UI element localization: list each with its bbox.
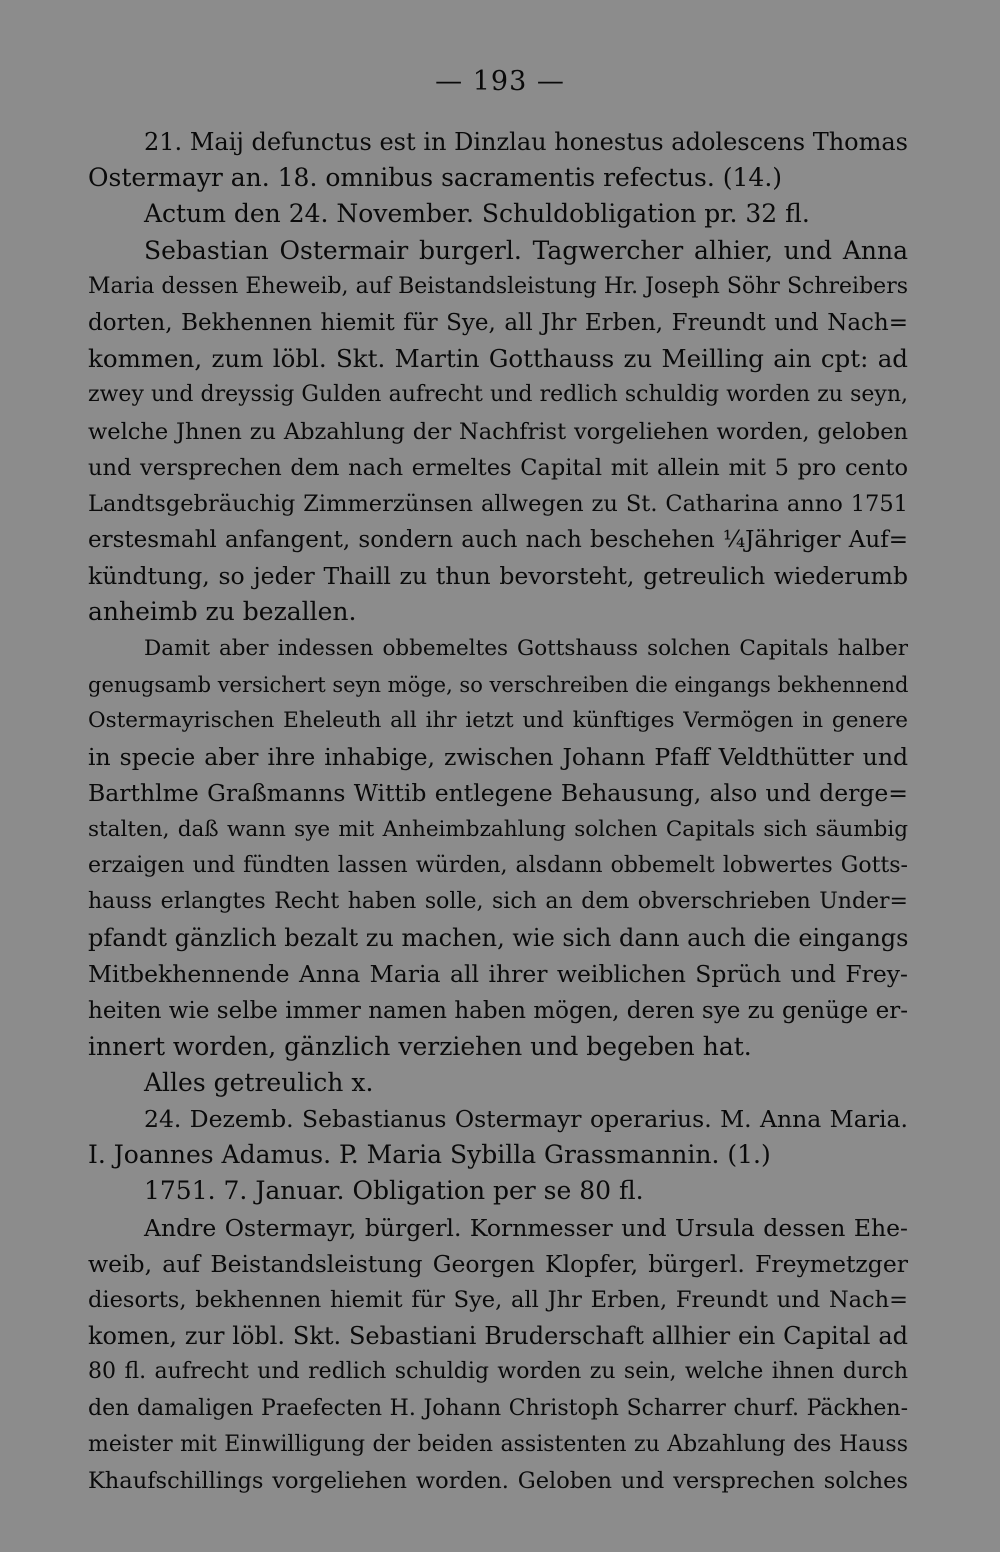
text-line: in specie aber ihre inhabige, zwischen Johann Pfaff Veldthütter und	[88, 743, 908, 772]
text-line: 80 fl. aufrecht und redlich schuldig worden zu sein, welche ihnen durch	[88, 1359, 908, 1385]
text-line: und versprechen dem nach ermeltes Capital mit allein mit 5 pro cento	[88, 454, 908, 481]
text-line: anheimb zu bezallen.	[88, 597, 357, 627]
text-line: genugsamb versichert seyn möge, so verschreiben die eingangs bekhennend	[88, 672, 908, 697]
text-line: erstesmahl anfangent, sondern auch nach beschehen ¼Jähriger Auf=	[88, 527, 908, 554]
text-line: meister mit Einwilligung der beiden assistenten zu Abzahlung des Hauss	[88, 1431, 908, 1457]
text-line: Barthlme Graßmanns Wittib entlegene Behausung, also und derge=	[88, 779, 908, 808]
text-line: dorten, Bekhennen hiemit für Sye, all Jhr Erben, Freundt und Nach=	[88, 309, 908, 336]
text-line: Sebastian Ostermair burgerl. Tagwercher alhier, und Anna	[144, 235, 908, 265]
text-line: weib, auf Beistandsleistung Georgen Klopfer, bürgerl. Freymetzger	[88, 1249, 908, 1278]
text-line: Landtsgebräuchig Zimmerzünsen allwegen zu St. Catharina anno 1751	[88, 490, 908, 517]
text-line: 1751. 7. Januar. Obligation per se 80 fl.	[144, 1176, 644, 1206]
text-line: Andre Ostermayr, bürgerl. Kornmesser und Ursula dessen Ehe-	[144, 1213, 908, 1242]
text-line: Ostermayr an. 18. omnibus sacramentis refectus. (14.)	[88, 163, 783, 193]
text-line: heiten wie selbe immer namen haben mögen, deren sye zu genüge er-	[88, 997, 908, 1024]
body-text	[88, 124, 908, 1499]
text-line: innert worden, gänzlich verziehen und begeben hat.	[88, 1031, 752, 1061]
text-line: diesorts, bekhennen hiemit für Sye, all Jhr Erben, Freundt und Nach=	[88, 1287, 908, 1313]
text-line: kündtung, so jeder Thaill zu thun bevorsteht, getreulich wiederumb	[88, 562, 908, 591]
text-line: kommen, zum löbl. Skt. Martin Gotthauss zu Meilling ain cpt: ad	[88, 344, 908, 374]
text-line: komen, zur löbl. Skt. Sebastiani Bruderschaft allhier ein Capital ad	[88, 1322, 908, 1351]
text-line: pfandt gänzlich bezalt zu machen, wie sich dann auch die eingangs	[88, 924, 908, 953]
text-line: Actum den 24. November. Schuldobligation pr. 32 fl.	[144, 199, 810, 229]
text-line: zwey und dreyssig Gulden aufrecht und redlich schuldig worden zu seyn,	[88, 382, 908, 408]
text-line: Alles getreulich x.	[144, 1067, 374, 1097]
text-line: erzaigen und fündten lassen würden, alsdann obbemelt lobwertes Gotts-	[88, 852, 908, 878]
text-line: 21. Maij defunctus est in Dinzlau honestus adolescens Thomas	[144, 128, 908, 156]
text-line: Maria dessen Eheweib, auf Beistandsleistung Hr. Joseph Söhr Schreibers	[88, 273, 908, 299]
text-line: hauss erlangtes Recht haben solle, sich an dem obverschrieben Under=	[88, 888, 908, 914]
text-line: stalten, daß wann sye mit Anheimbzahlung solchen Capitals sich säumbig	[88, 816, 908, 842]
page-number: — 193 —	[435, 66, 565, 97]
text-line: welche Jhnen zu Abzahlung der Nachfrist vorgeliehen worden, geloben	[88, 418, 908, 445]
text-line: Damit aber indessen obbemeltes Gottshauss solchen Capitals halber	[144, 635, 908, 661]
text-line: den damaligen Praefecten H. Johann Christoph Scharrer churf. Päckhen-	[88, 1395, 908, 1421]
text-line: Ostermayrischen Eheleuth all ihr ietzt und künftiges Vermögen in genere	[88, 708, 908, 733]
text-line: I. Joannes Adamus. P. Maria Sybilla Grassmannin. (1.)	[88, 1140, 771, 1170]
text-line: 24. Dezemb. Sebastianus Ostermayr operarius. M. Anna Maria.	[144, 1105, 908, 1134]
text-line: Khaufschillings vorgeliehen worden. Geloben und versprechen solches	[88, 1467, 908, 1494]
text-line: Mitbekhennende Anna Maria all ihrer weiblichen Sprüch und Frey-	[88, 960, 908, 989]
